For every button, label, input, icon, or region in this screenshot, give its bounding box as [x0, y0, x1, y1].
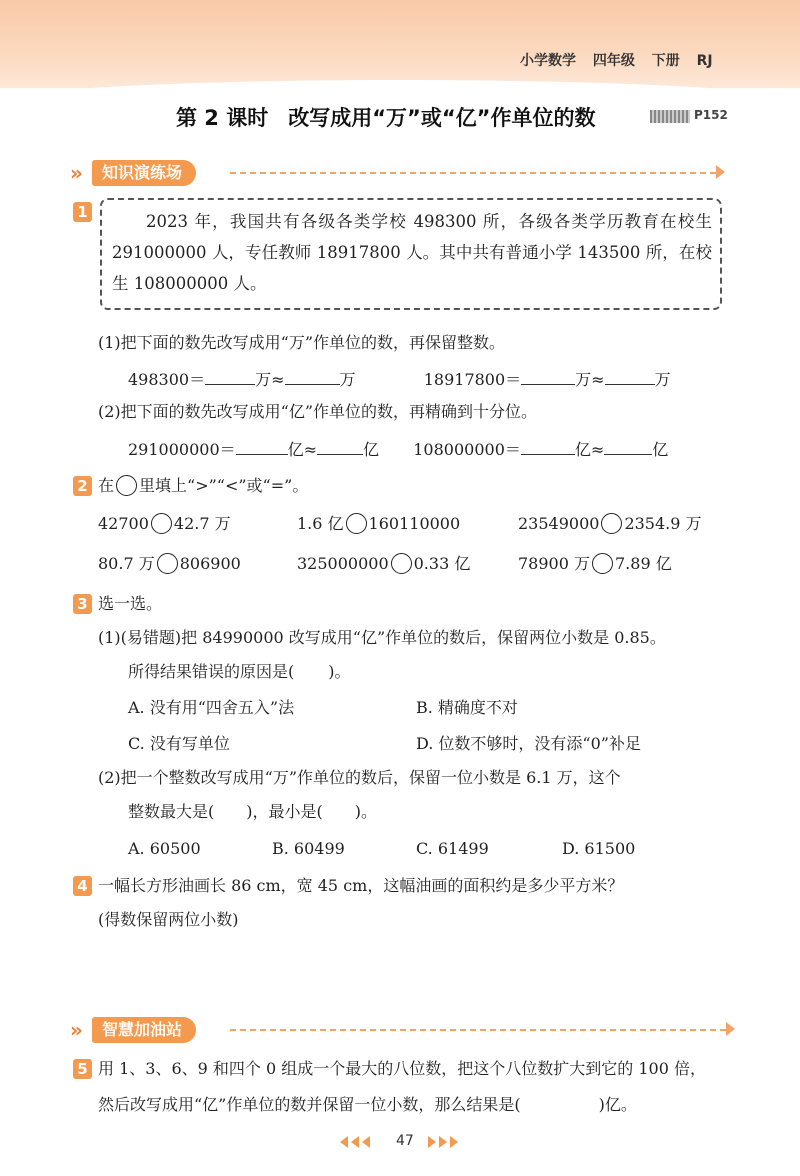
compare-right: 42.7 万 [173, 514, 231, 533]
compare-circle[interactable] [592, 553, 613, 574]
q1-row2 [128, 437, 668, 461]
section-bonus-label: 智慧加油站 [92, 1017, 196, 1043]
next-arrow-icon [428, 1136, 436, 1148]
number-label: 498300＝ [128, 370, 206, 389]
q5-line1: 用 1、3、6、9 和四个 0 组成一个最大的八位数，把这个八位数扩大到它的 100 倍， [98, 1059, 706, 1078]
answer-blank[interactable] [604, 437, 652, 455]
unit-label: 万 [339, 370, 356, 389]
number-label: 291000000＝ [128, 440, 236, 459]
arrow-right-icon [716, 165, 725, 179]
unit-label: 亿≈ [574, 440, 605, 459]
edition-label: RJ [696, 53, 713, 69]
compare-item [297, 513, 460, 535]
passage-text: 2023 年，我国共有各级各类学校 498300 所，各级各类学历教育在校生 291000000 人，专任教师 18917800 人。其中共有普通小学 143500 所，在校生 108000000 人。 [112, 212, 712, 293]
compare-left: 78900 万 [518, 554, 590, 573]
question-text: 所得结果错误的原因是( [128, 662, 295, 681]
compare-circle-icon [116, 475, 137, 496]
lesson-number: 第 2 课时 [176, 106, 269, 130]
question-text: )。 [354, 802, 377, 821]
q3-part2-line2 [128, 801, 377, 823]
lesson-title [176, 102, 595, 132]
volume-label: 下册 [651, 53, 680, 69]
subject-label: 小学数学 [520, 53, 576, 69]
answer-blank[interactable] [317, 437, 363, 455]
question-number: 1 [73, 202, 92, 222]
compare-item [518, 553, 672, 575]
unit-label: 万≈ [255, 370, 285, 389]
question-number: 2 [73, 476, 92, 496]
lesson-name: 改写成用“万”或“亿”作单位的数 [288, 106, 596, 130]
reference-page: P152 [694, 108, 728, 122]
q3-part1-line1: (1)(易错题)把 84990000 改写成用“亿”作单位的数后，保留两位小数是 0.85。 [98, 628, 666, 647]
divider [230, 1029, 726, 1031]
prev-arrow-icon [362, 1136, 370, 1148]
q1-part1-prompt: (1)把下面的数先改写成用“万”作单位的数，再保留整数。 [98, 333, 506, 352]
prev-arrow-icon [351, 1136, 359, 1148]
question-number: 4 [73, 876, 92, 896]
q5-line2 [98, 1094, 637, 1116]
page-reference [650, 107, 728, 125]
unit-label: 亿 [652, 440, 669, 459]
compare-left: 42700 [98, 514, 149, 533]
divider [230, 172, 716, 174]
barcode-icon [650, 110, 690, 123]
compare-circle[interactable] [346, 513, 367, 534]
unit-label: 亿 [363, 440, 380, 459]
next-arrow-icon [450, 1136, 458, 1148]
compare-item [98, 553, 241, 575]
grade-label: 四年级 [592, 53, 635, 69]
q2-prompt-end: 里填上“>”“<”或“=”。 [139, 476, 309, 495]
answer-blank[interactable] [605, 367, 655, 385]
section-bonus-header [70, 1017, 740, 1043]
option-d: D. 位数不够时，没有添“0”补足 [416, 734, 641, 753]
question-text: )亿。 [598, 1095, 637, 1114]
number-label: 18917800＝ [423, 370, 522, 389]
q2-prompt [98, 475, 308, 497]
arrow-right-icon [726, 1022, 735, 1036]
compare-left: 23549000 [518, 514, 600, 533]
q3-prompt: 选一选。 [98, 594, 163, 613]
option-c: C. 61499 [416, 839, 489, 858]
number-label: 108000000＝ [413, 440, 521, 459]
option-a: A. 60500 [128, 839, 201, 858]
answer-blank[interactable] [205, 367, 255, 385]
book-info [520, 50, 725, 70]
question-number: 5 [73, 1059, 92, 1079]
option-a: A. 没有用“四舍五入”法 [128, 698, 295, 717]
q3-part2-line1: (2)把一个整数改写成用“万”作单位的数后，保留一位小数是 6.1 万，这个 [98, 768, 621, 787]
compare-right: 806900 [179, 554, 241, 573]
option-d: D. 61500 [562, 839, 636, 858]
compare-circle[interactable] [151, 513, 172, 534]
compare-left: 80.7 万 [98, 554, 155, 573]
option-b: B. 精确度不对 [416, 698, 518, 717]
page-footer [340, 1131, 470, 1155]
answer-blank[interactable] [521, 437, 575, 455]
compare-circle[interactable] [601, 513, 622, 534]
unit-label: 万≈ [575, 370, 605, 389]
compare-item [518, 513, 702, 535]
q4-line1: 一幅长方形油画长 86 cm，宽 45 cm，这幅油画的面积约是多少平方米？ [98, 876, 624, 895]
next-arrow-icon [439, 1136, 447, 1148]
compare-left: 325000000 [297, 554, 389, 573]
answer-blank[interactable] [285, 367, 340, 385]
double-chevron-icon: » [70, 1018, 83, 1042]
q3-part1-line2 [128, 661, 351, 683]
q2-prompt-start: 在 [98, 476, 115, 495]
section-practice-header [70, 160, 730, 186]
compare-right: 0.33 亿 [413, 554, 471, 573]
compare-right: 2354.9 万 [624, 514, 702, 533]
compare-circle[interactable] [157, 553, 178, 574]
section-practice-label: 知识演练场 [92, 160, 196, 186]
question-text: )。 [328, 662, 351, 681]
q4-line2: (得数保留两位小数) [98, 910, 239, 929]
question-text: 然后改写成用“亿”作单位的数并保留一位小数，那么结果是( [98, 1095, 521, 1114]
compare-item [297, 553, 470, 575]
compare-left: 1.6 亿 [297, 514, 344, 533]
question-text: )，最小是( [246, 802, 323, 821]
option-b: B. 60499 [272, 839, 345, 858]
answer-blank[interactable] [521, 367, 575, 385]
q1-part2-prompt: (2)把下面的数先改写成用“亿”作单位的数，再精确到十分位。 [98, 402, 538, 421]
compare-item [98, 513, 231, 535]
page-number: 47 [396, 1133, 414, 1149]
header-band [0, 0, 800, 88]
question-number: 3 [73, 594, 92, 614]
compare-circle[interactable] [391, 553, 412, 574]
double-chevron-icon: » [70, 161, 83, 185]
unit-label: 万 [654, 370, 671, 389]
answer-blank[interactable] [236, 437, 288, 455]
option-c: C. 没有写单位 [128, 734, 230, 753]
compare-right: 160110000 [368, 514, 461, 533]
unit-label: 亿≈ [287, 440, 318, 459]
prev-arrow-icon [340, 1136, 348, 1148]
compare-right: 7.89 亿 [615, 554, 672, 573]
question-text: 整数最大是( [128, 802, 215, 821]
q1-row1 [128, 367, 671, 391]
